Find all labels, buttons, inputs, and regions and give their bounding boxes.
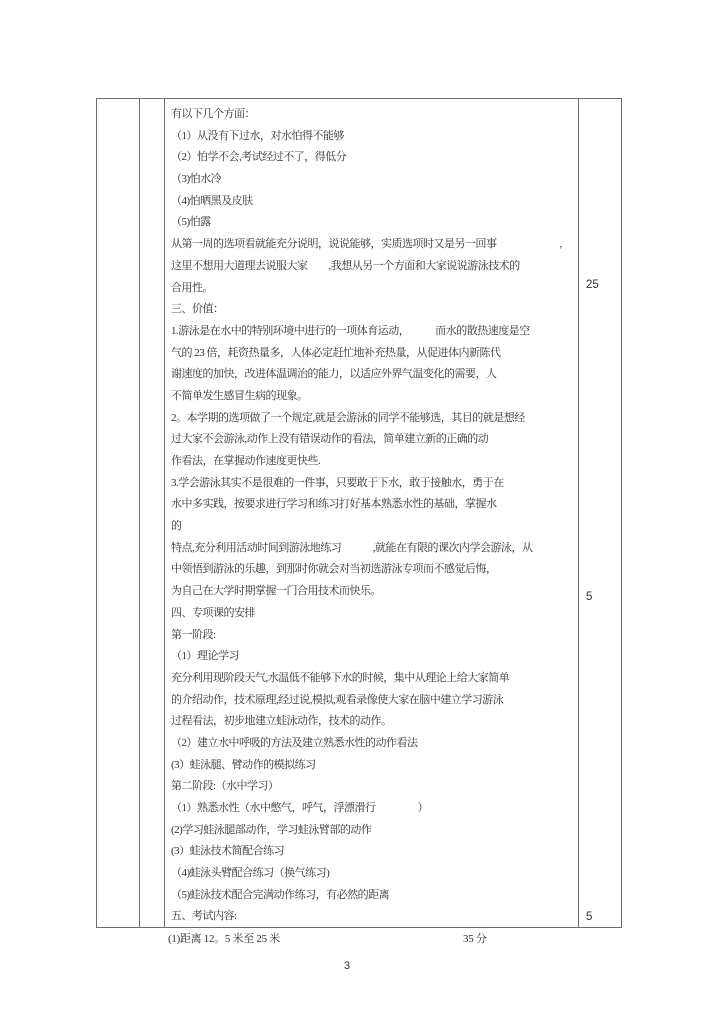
content-line: （1）理论学习 xyxy=(171,650,239,663)
content-line: 从第一周的选项看就能充分说明，说说能够，实质选项时又是另一回事 , xyxy=(171,238,562,251)
content-line: 1.游泳是在水中的特别环境中进行的一项体育运动， 而水的散热速度是空 xyxy=(171,324,530,337)
content-line: 特点,充分利用活动时间到游泳地练习 ,就能在有限的课次内学会游泳，从 xyxy=(171,541,533,554)
content-line: 过程看法，初步地建立蛙泳动作，技术的动作。 xyxy=(171,715,392,728)
content-line: 充分利用现阶段天气,水温低不能够下水的时候，集中从理论上给大家简单 xyxy=(171,671,510,684)
content-line: 五、考试内容: xyxy=(171,910,237,923)
content-line: （4)怕晒黑及皮肤 xyxy=(171,194,253,207)
content-line: 过大家不会游泳,动作上没有错误动作的看法，简单建立新的正确的动 xyxy=(171,433,489,446)
empty-column-2 xyxy=(140,99,165,927)
score-value: 25 xyxy=(586,279,599,291)
content-line: 2。本学期的选项做了一个规定,就是会游泳的同学不能够选，其目的就是想经 xyxy=(171,411,525,424)
content-line: 水中多实践，按要求进行学习和练习打好基本熟悉水性的基础，掌握水 xyxy=(171,498,497,511)
content-line: 3.学会游泳其实不是很难的一件事，只要敢于下水，敢于接触水，勇于在 xyxy=(171,476,504,489)
empty-column-1 xyxy=(97,99,140,927)
exam-score-text: 35 分 xyxy=(463,933,487,945)
content-line: （1）从没有下过水，对水怕得不能够 xyxy=(171,129,344,142)
content-line: (3）蛙泳腿、臂动作的模拟练习 xyxy=(171,758,316,771)
content-line: 四、专项课的安排 xyxy=(171,606,255,619)
content-line: 中领悟到游泳的乐趣，到那时你就会对当初选游泳专项而不感觉后悔， xyxy=(171,563,497,576)
content-line: 气的 23 倍，耗资热量多，人体必定赶忙地补充热量，从促进体内新陈代 xyxy=(171,346,501,359)
page-number: 3 xyxy=(343,960,351,972)
content-line: 谢速度的加快，改进体温调治的能力，以适应外界气温变化的需要，人 xyxy=(171,368,497,381)
score-value: 5 xyxy=(586,911,593,923)
content-line: （2）怕学不会,考试经过不了，得低分 xyxy=(171,151,347,164)
content-line: 作看法，在掌握动作速度更快些. xyxy=(171,455,321,467)
content-line: (2)学习蛙泳腿部动作，学习蛙泳臂部的动作 xyxy=(171,823,372,836)
content-line: 的 xyxy=(171,520,182,533)
content-line: （4)蛙泳头臂配合练习（换气练习) xyxy=(171,867,330,880)
content-line: (3）蛙泳技术简配合练习 xyxy=(171,845,285,858)
content-line: （2）建立水中呼吸的方法及建立熟悉水性的动作看法 xyxy=(171,736,418,749)
content-line: 第一阶段: xyxy=(171,628,216,641)
content-line: 有以下几个方面： xyxy=(171,108,255,120)
content-line: （5)怕露 xyxy=(171,216,211,229)
content-cell xyxy=(165,99,579,927)
content-line: （5)蛙泳技术配合完满动作练习，有必然的距离 xyxy=(171,888,390,901)
content-line: 为自己在大学时期掌握一门合用技术而快乐。 xyxy=(171,585,381,598)
score-value: 5 xyxy=(586,591,593,603)
content-line: 合用性。 xyxy=(171,281,213,294)
content-line: 的介绍动作，技术原理,经过说,模拟,观看录像使大家在脑中建立学习游泳 xyxy=(171,693,504,706)
exam-distance-text: (1)距离 12。5 米至 25 米 xyxy=(168,933,280,945)
content-line: 这里不想用大道理去说服大家 ,我想从另一个方面和大家说说游泳技术的 xyxy=(171,259,520,272)
content-line: （1）熟悉水性（水中憋气，呼气，浮漂滑行 ） xyxy=(171,802,428,814)
content-line: 三、价值： xyxy=(171,303,224,316)
content-line: 不简单发生感冒生病的现象。 xyxy=(171,389,308,402)
score-cell xyxy=(579,99,621,927)
content-line: 第二阶段:（水中学习） xyxy=(171,780,279,793)
lesson-plan-table xyxy=(96,98,622,928)
content-line: （3)怕水冷 xyxy=(171,173,222,186)
